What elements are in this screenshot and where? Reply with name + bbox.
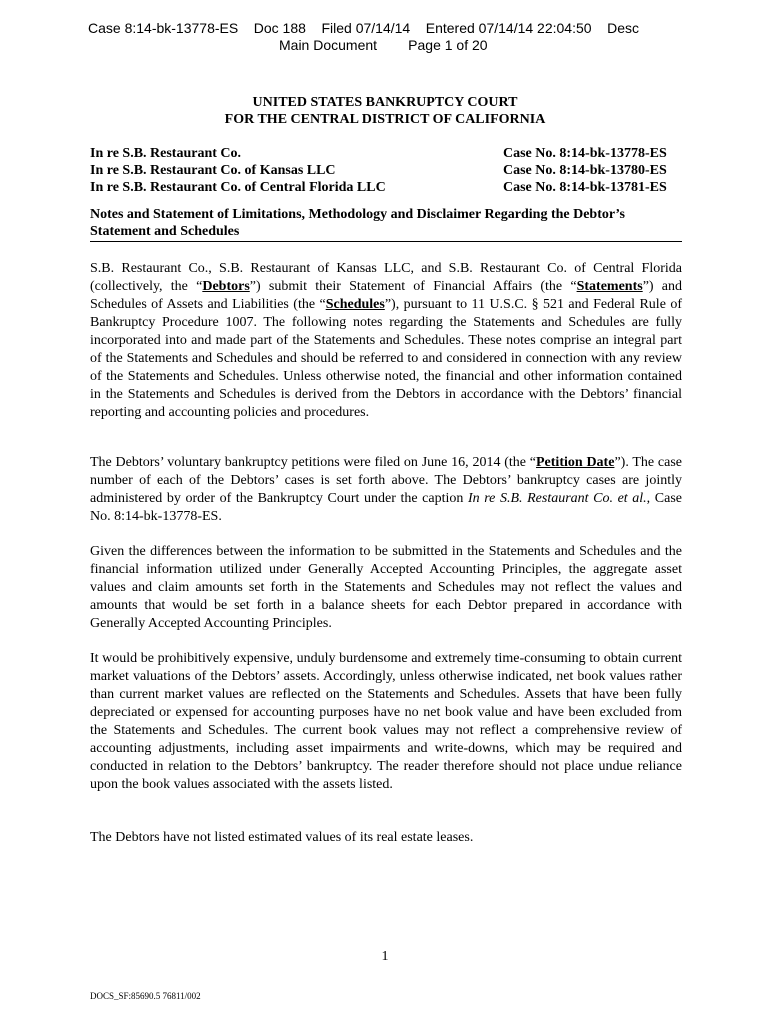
caption-row bbox=[90, 145, 682, 162]
paragraph-5: The Debtors have not listed estimated values of its real estate leases. bbox=[90, 830, 474, 845]
p2-text-2: ”). The case number of each of the Debtors’ cases is set forth above. The Debtors’ bankruptcy cases are jointly administered by order of the Bankruptcy Court under the caption bbox=[90, 455, 682, 506]
document-title: Notes and Statement of Limitations, Methodology and Disclaimer Regarding the Debtor’s Statement and Schedules bbox=[90, 206, 682, 242]
defined-term-petition-date: Petition Date bbox=[536, 455, 615, 470]
case-caption-italic: In re S.B. Restaurant Co. et al. bbox=[467, 491, 647, 506]
p1-text-2: ”) submit their Statement of Financial Affairs (the “ bbox=[249, 279, 577, 294]
defined-term-schedules: Schedules bbox=[325, 297, 385, 312]
paragraph-4: It would be prohibitively expensive, unduly burdensome and extremely time-consuming to obtain current market valuations of the Debtors’ assets. Accordingly, unless otherwise indicated, net book values rather than current market values are reflected on the Statements and Schedules. Assets that have been fully depreciated or expensed for accounting purposes have no net book value and have been excluded from the Statements and Schedules. The current book values may not reflect a comprehensive review of accounting adjustments, including asset impairments and write-downs, which may be required and conducted in relation to the Debtors’ bankruptcy. The reader therefore should not place undue reliance upon the book values associated with the assets listed. bbox=[90, 651, 682, 792]
court-district: FOR THE CENTRAL DISTRICT OF CALIFORNIA bbox=[224, 112, 546, 127]
paragraph-2 bbox=[90, 454, 682, 526]
ecf-header-line-2: Main Document Page 1 of 20 bbox=[279, 37, 488, 53]
p2-text-1: The Debtors’ voluntary bankruptcy petitions were filed on June 16, 2014 (the “ bbox=[90, 455, 536, 470]
page-number: 1 bbox=[381, 949, 389, 964]
caption-row bbox=[90, 162, 682, 179]
debtor-name: In re S.B. Restaurant Co. bbox=[90, 146, 242, 161]
case-number: Case No. 8:14-bk-13781-ES bbox=[503, 180, 667, 195]
defined-term-statements: Statements bbox=[576, 279, 643, 294]
document-id: DOCS_SF:85690.5 76811/002 bbox=[90, 991, 201, 1001]
paragraph-1 bbox=[90, 260, 682, 422]
ecf-header-line-1: Case 8:14-bk-13778-ES Doc 188 Filed 07/14/14 Entered 07/14/14 22:04:50 Desc bbox=[88, 20, 640, 36]
p2-text-3: , Case No. 8:14-bk-13778-ES. bbox=[90, 491, 682, 524]
court-name: UNITED STATES BANKRUPTCY COURT bbox=[252, 95, 518, 110]
case-number: Case No. 8:14-bk-13778-ES bbox=[503, 146, 667, 161]
paragraph-3: Given the differences between the information to be submitted in the Statements and Schedules and the financial information utilized under Generally Accepted Accounting Principles, the aggregate asset values and claim amounts set forth in the Statements and Schedules may not reflect the values and amounts that would be set forth in a balance sheets for each Debtor prepared in accordance with Generally Accepted Accounting Principles. bbox=[90, 544, 682, 631]
debtor-name: In re S.B. Restaurant Co. of Central Florida LLC bbox=[90, 180, 386, 195]
defined-term-debtors: Debtors bbox=[202, 279, 250, 294]
case-caption bbox=[90, 145, 682, 196]
p1-text-3: ”) and Schedules of Assets and Liabilities (the “ bbox=[90, 279, 683, 312]
p1-text-1: S.B. Restaurant Co., S.B. Restaurant of Kansas LLC, and S.B. Restaurant Co. of Central Florida (collectively, the “ bbox=[90, 261, 682, 294]
p1-text-4: ”), pursuant to 11 U.S.C. § 521 and Federal Rule of Bankruptcy Procedure 1007. The following notes regarding the Statements and Schedules are fully incorporated into and made part of the Statements and Schedules. These notes comprise an integral part of the Statements and Schedules and should be referred to and considered in connection with any review of the Statements and Schedules. Unless otherwise noted, the financial and other information contained in the Statements and Schedules is derived from the Debtors in accordance with the Debtors’ financial reporting and accounting policies and procedures. bbox=[90, 297, 682, 420]
debtor-name: In re S.B. Restaurant Co. of Kansas LLC bbox=[90, 163, 336, 178]
case-number: Case No. 8:14-bk-13780-ES bbox=[503, 163, 667, 178]
caption-row bbox=[90, 179, 682, 196]
